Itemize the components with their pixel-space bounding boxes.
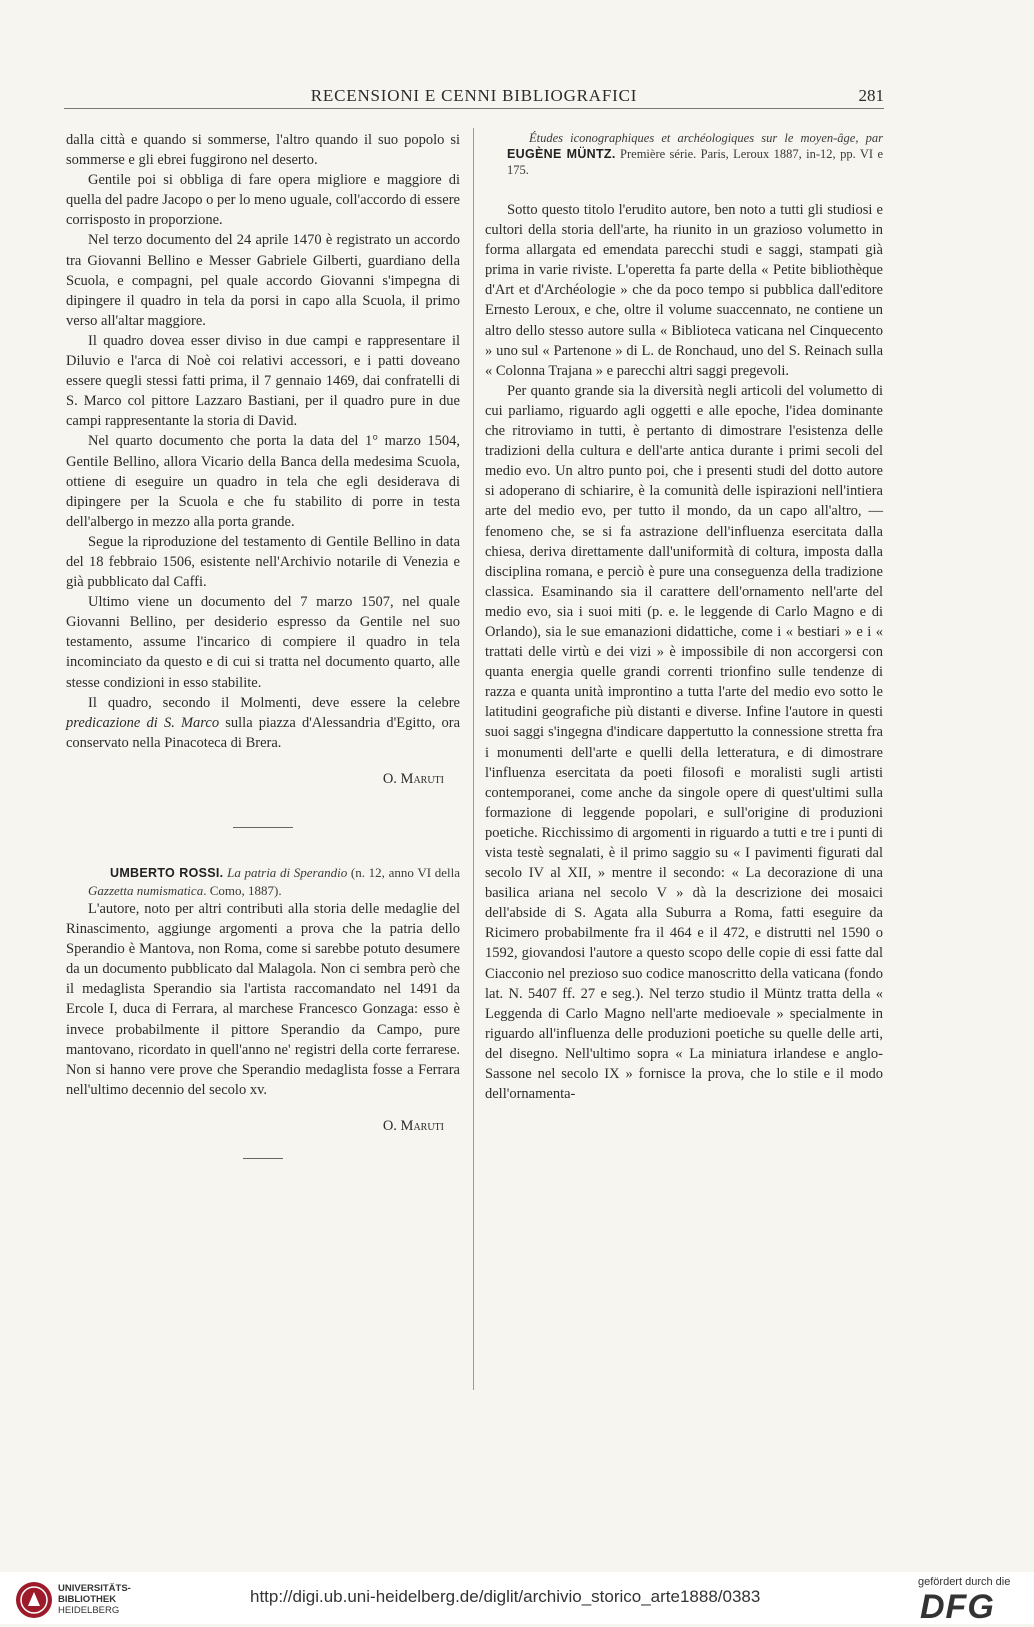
paragraph: Per quanto grande sia la diversità negli articoli del volumetto di cui parliamo, riguardo agli oggetti e alle epoche, l'idea dominante che ritroviamo in tutti, è pertanto di dimostrare l'esistenza delle tradizioni della cultura e dell'arte antica durante i primi secoli del medio evo. Un altro punto poi, che i presenti studi del dotto autore si adoperano di schiarire, è la comunità delle ispirazioni nell'intiera arte del medio evo, per tutto il mondo, da un capo all'altro, — fenomeno che, se si fa astrazione dell'influenza esercitata dalla chiesa, deriva direttamente dall'uniformità di coltura, imposta dalla disciplina romana, e perciò è pure una conseguenza della tradizione classica. Esaminando sia il carattere dell'ornamento nell'arte del medio evo, sia i suoi miti (p. e. le leggende di Carlo Magno e di Orlando), sia le sue emanazioni didattiche, come i « bestiari » e i « trattati delle virtù e dei vizi » è impossibile di non accorgersi con quanta energia quelle grandi correnti trionfino sulle tendenze di razza e quanta unità improntino a tutta l'arte del medio evo sotto le latitudini geografiche più distanti e diverse. Infine l'autore in questi suoi saggi s'ingegna d'indicare dappertutto la connessione stretta fra i monumenti dell'arte e quelli della letteratura, e di dimostrare l'influenza esercitata da poeti filosofi e moralisti sugli artisti contemporanei, come anche da singole opere di quest'ultimi sulla formazione di leggende popolari, e sull'origine di produzioni poetiche. Ricchissimo di argomenti in riguardo a tutti e tre i punti di vista testè segnalati, è il primo saggio su « I pavimenti figurati dal secolo IV al XII, » mentre il secondo: « La decorazione di una basilica ariana nel secolo V » dà la descrizione dei mosaici dell'abside di S. Agata alla Suburra a Roma, fatti eseguire da Ricimero probabilmente fra il 464 e il 472, e distrutti nel 1590 o 1592, giovandosi l'autore a questo scopo delle copie di essi fatte dal Ciacconio nel prezioso suo codice manoscritto della vaticana (fondo lat. N. 5407 ff. 27 e seg.). Nel terzo studio il Müntz tratta della « Leggenda di Carlo Magno nell'arte medioevale » specialmente in riguardo all'influenza delle produzioni poetiche su quelle delle arti, del disegno. Nell'ultimo sopra « La miniatura irlandese e anglo-Sassone nel secolo IX » fornisce la prova, che lo stile e il modo dell'ornamenta-	[485, 382, 883, 1103]
paragraph: dalla città e quando si sommerse, l'altro quando il suo popolo si sommerse e gli ebrei fuggirono nel deserto.	[66, 132, 460, 169]
left-column	[66, 130, 460, 1159]
right-column	[485, 130, 883, 1104]
review-work-title: Études iconographiques et archéologiques sur le moyen-âge,	[529, 131, 859, 145]
library-line: UNIVERSITÄTS-	[58, 1583, 131, 1594]
library-line: BIBLIOTHEK	[58, 1594, 117, 1605]
italic-title: predicazione di S. Marco	[66, 714, 220, 731]
column-divider	[473, 128, 474, 1390]
library-name	[58, 1583, 131, 1616]
review-details: (n. 12, anno VI della	[347, 865, 460, 880]
university-seal-icon	[14, 1580, 54, 1620]
review-place: . Como, 1887).	[203, 883, 282, 898]
paragraph: Sotto questo titolo l'erudito autore, ben noto a tutti gli studiosi e cultori della storia dell'arte, ha riunito in un grazioso volumetto in forma allargata ed emendata parecchi studi e saggi, stampati già prima in varie riviste. L'operetta fa parte della « Petite bibliothèque d'Art et d'Archéologie » che da poco tempo si pubblica dall'editore Ernesto Leroux, e che, oltre il volume suaccennato, ne contiene un altro dello stesso autore sulla « Biblioteca vaticana nel Cinquecento » uno sul « Partenone » di L. de Ronchaud, uno del S. Reinach sulla « Colonna Trajana » e parecchi altri saggi pregevoli.	[485, 202, 883, 379]
review-work-title: La patria di Sperandio	[223, 865, 348, 880]
bibliographic-entry	[485, 130, 883, 178]
running-title: RECENSIONI E CENNI BIBLIOGRAFICI	[310, 86, 638, 105]
bibliographic-entry	[66, 864, 460, 899]
page-number: 281	[858, 86, 884, 105]
section-divider	[243, 1158, 283, 1159]
paragraph-text: Il quadro, secondo il Molmenti, deve essere la celebre	[88, 694, 460, 711]
review-author: EUGÈNE MÜNTZ.	[507, 147, 616, 161]
paragraph: Nel quarto documento che porta la data del 1° marzo 1504, Gentile Bellino, allora Vicario della Banca della medesima Scuola, ottiene di eseguire un quadro in tela che egli desiderava di dipingere per la Scuola e che fu stabilito di porre in testa dell'albergo in mezzo alla porta grande.	[66, 433, 460, 530]
paragraph: Segue la riproduzione del testamento di Gentile Bellino in data del 18 febbraio 1506, esistente nell'Archivio notarile di Venezia e già pubblicato dal Caffi.	[66, 533, 460, 591]
review-details: Première série. Paris, Leroux 1887, in-12, pp. VI e 175.	[507, 147, 883, 177]
paragraph: Ultimo viene un documento del 7 marzo 1507, nel quale Giovanni Bellino, per desiderio espresso da Gentile nel suo testamento, assume l'incarico di compiere il quadro in tela incominciato da questo e di cui si tratta nel documento quarto, alle stesse condizioni in esso stabilite.	[66, 594, 460, 691]
paragraph: Gentile poi si obbliga di fare opera migliore e maggiore di quella del padre Jacopo o per lo meno uguale, coll'accordo di essere corrisposto in proporzione.	[66, 172, 460, 229]
paragraph-text: sulla piazza d'Alessandria d'Egitto, ora conservato nella Pinacoteca di Brera.	[66, 714, 461, 751]
section-divider	[233, 827, 293, 828]
dfg-logo: DFG	[920, 1588, 995, 1626]
page-header	[64, 84, 884, 109]
paragraph	[66, 693, 460, 753]
paragraph: Nel terzo documento del 24 aprile 1470 è registrato un accordo tra Giovanni Bellino e Messer Gabriele Gilberti, guardiano della Scuola, e compagni, pel quale accordo Giovanni s'impegna di dipingere il quadro in tela da porsi in capo alla Scuola, il primo verso all'altar maggiore.	[66, 232, 460, 329]
sponsor-text: gefördert durch die	[918, 1576, 1011, 1588]
paragraph: Il quadro dovea esser diviso in due campi e rappresentare il Diluvio e l'arca di Noè coi relativi accessori, e i patti doveano essere quegli stessi fatti prima, il 7 gennaio 1469, dai confratelli di S. Marco col pittore Lazzaro Bastiani, per il quadro pure in due campi rappresentante la storia di David.	[66, 332, 460, 430]
source-url-link[interactable]: http://digi.ub.uni-heidelberg.de/diglit/archivio_storico_arte1888/0383	[250, 1587, 761, 1606]
library-line: HEIDELBERG	[58, 1605, 120, 1616]
digitization-footer	[0, 1572, 1034, 1624]
review-author: UMBERTO ROSSI.	[110, 866, 224, 880]
review-signature: O. Maruti	[382, 1117, 444, 1134]
review-par: par	[858, 131, 883, 145]
journal-title: Gazzetta numismatica	[88, 883, 204, 898]
paragraph: L'autore, noto per altri contributi alla storia delle medaglie del Rinascimento, aggiunge argomenti a prova che la patria dello Sperandio è Mantova, non Roma, come si sarebbe potuto desumere da un documento pubblicato dal Malagola. Non ci sembra però che il medaglista Sperandio sia l'artista raccomandato nel 1491 da Ercole I, duca di Ferrara, al marchese Francesco Gonzaga: esso è invece probabilmente il pittore Sperandio da Campo, pure mantovano, ricordato in quell'anno ne' registri della corte ferrarese. Non si hanno vere prove che Sperandio medaglista fosse a Ferrara nell'ultimo decennio del secolo xv.	[66, 901, 460, 1098]
review-signature: O. Maruti	[382, 770, 444, 787]
